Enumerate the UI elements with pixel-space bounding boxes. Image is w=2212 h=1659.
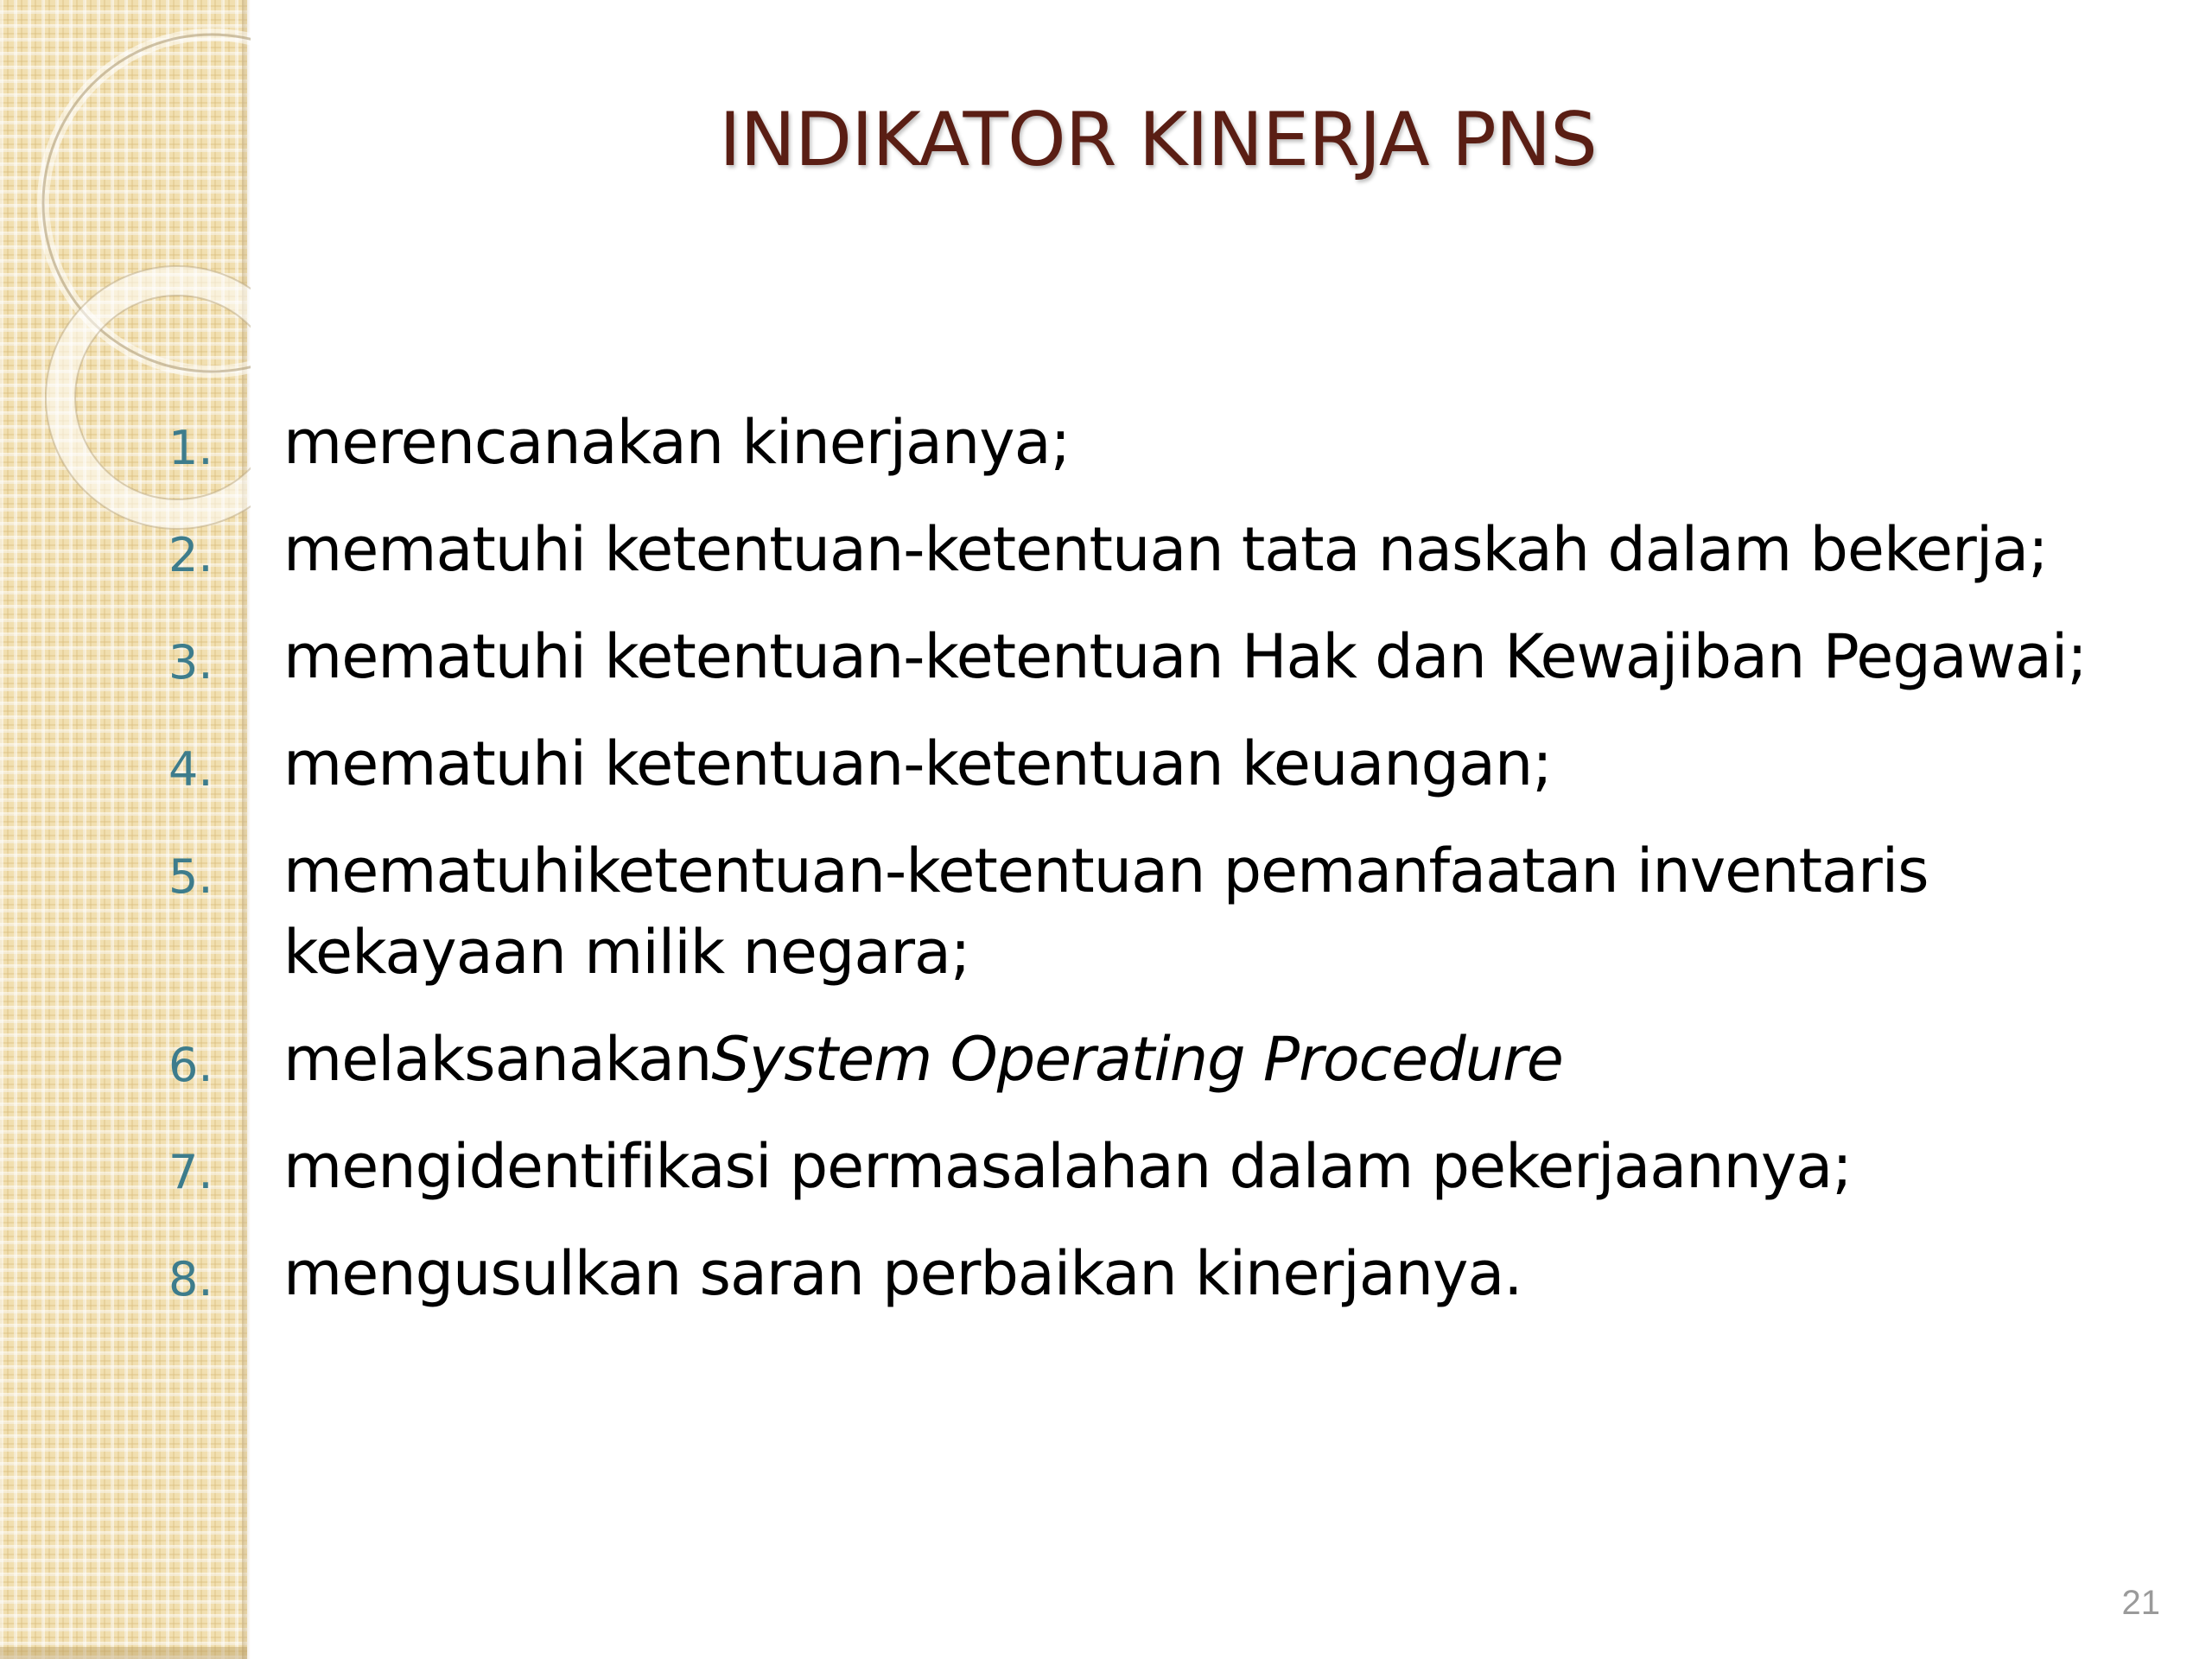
list-text: [283, 1019, 2133, 1100]
decorative-bottom-strip: [0, 1647, 247, 1659]
list-text: [283, 509, 2133, 590]
list-item: [0, 1233, 2212, 1314]
page-number: 21: [2121, 1584, 2160, 1622]
list-text: [283, 1126, 2133, 1207]
list-text-content: mematuhi ketentuan-ketentuan tata naskah dalam bekerja;: [283, 514, 2048, 585]
list-text: [283, 830, 1960, 993]
list-number: 3.: [168, 635, 213, 690]
list-number: 1.: [168, 421, 213, 475]
list-item: [0, 830, 2212, 993]
list-item: [0, 1126, 2212, 1207]
list-text-content: mematuhi ketentuan-ketentuan keuangan;: [283, 728, 1552, 799]
list-item: [0, 402, 2212, 483]
list-text: [283, 1233, 2133, 1314]
list-text: [283, 402, 2133, 483]
list-number: 4.: [168, 742, 213, 797]
list-text-content: mematuhi ketentuan-ketentuan Hak dan Kewajiban Pegawai;: [283, 621, 2087, 692]
list-text: [283, 616, 2133, 697]
list-number: 5.: [168, 849, 213, 904]
indicator-list: [0, 402, 2212, 1340]
list-item: [0, 616, 2212, 697]
list-item: [0, 1019, 2212, 1100]
list-text-content: mematuhiketentuan-ketentuan pemanfaatan inventaris kekayaan milik negara;: [283, 836, 1929, 988]
list-number: 7.: [168, 1145, 213, 1199]
list-text-content: merencanakan kinerjanya;: [283, 407, 1071, 478]
list-item: [0, 509, 2212, 590]
slide-title: INDIKATOR KINERJA PNS: [719, 97, 1597, 183]
list-text-content: mengusulkan saran perbaikan kinerjanya.: [283, 1238, 1522, 1309]
list-item: [0, 723, 2212, 804]
list-number: 6.: [168, 1038, 213, 1092]
list-number: 2.: [168, 528, 213, 582]
list-text-italic: System Operating Procedure: [711, 1024, 1563, 1095]
list-text-content: mengidentifikasi permasalahan dalam pekerjaannya;: [283, 1131, 1852, 1202]
list-text-content: melaksanakan: [283, 1024, 712, 1095]
list-number: 8.: [168, 1252, 213, 1306]
list-text: [283, 723, 2133, 804]
